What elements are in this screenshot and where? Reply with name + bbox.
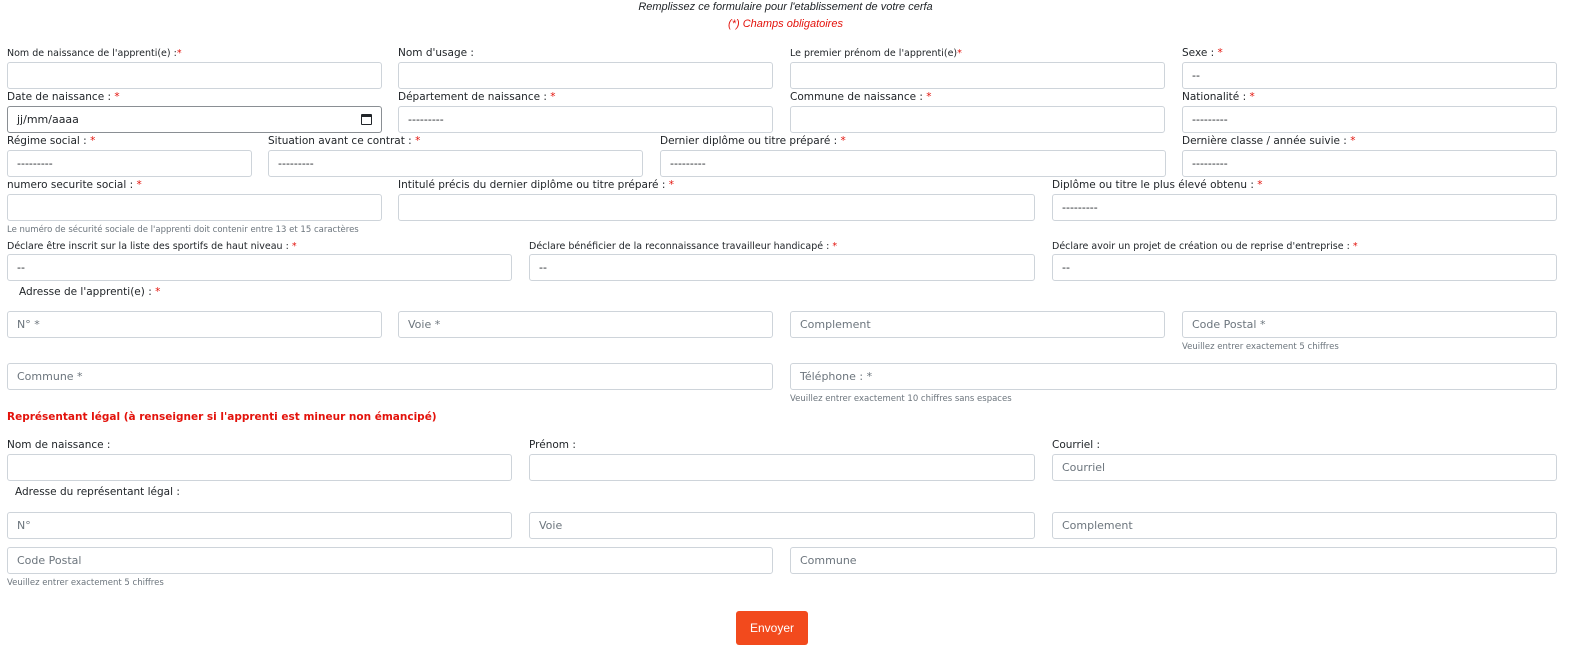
nom-naissance-label: Nom de naissance de l'apprenti(e) :* bbox=[7, 48, 182, 59]
dernier-diplome-label: Dernier diplôme ou titre préparé : * bbox=[660, 135, 846, 147]
adresse-commune-input[interactable]: Commune * bbox=[7, 363, 773, 390]
commune-naissance-label: Commune de naissance : * bbox=[790, 91, 932, 103]
diplome-eleve-select[interactable]: --------- bbox=[1052, 194, 1557, 221]
required-note: (*) Champs obligatoires bbox=[728, 18, 843, 30]
rep-numero-input[interactable]: N° bbox=[7, 512, 512, 539]
dernier-diplome-select[interactable]: --------- bbox=[660, 150, 1166, 177]
code-postal-help: Veuillez entrer exactement 5 chiffres bbox=[1182, 342, 1339, 352]
handicape-label: Déclare bénéficier de la reconnaissance travailleur handicapé : * bbox=[529, 241, 838, 252]
date-value: jj/mm/aaaa bbox=[17, 113, 79, 126]
adresse-complement-input[interactable]: Complement bbox=[790, 311, 1165, 338]
sportif-label: Déclare être inscrit sur la liste des sportifs de haut niveau : * bbox=[7, 241, 297, 252]
derniere-classe-select[interactable]: --------- bbox=[1182, 150, 1557, 177]
intitule-diplome-label: Intitulé précis du dernier diplôme ou titre préparé : * bbox=[398, 179, 674, 191]
nss-label: numero securite social : * bbox=[7, 179, 142, 191]
departement-naissance-label: Département de naissance : * bbox=[398, 91, 556, 103]
telephone-help: Veuillez entrer exactement 10 chiffres sans espaces bbox=[790, 394, 1012, 404]
entreprise-select[interactable]: -- bbox=[1052, 254, 1557, 281]
rep-nom-label: Nom de naissance : bbox=[7, 439, 111, 451]
handicape-select[interactable]: -- bbox=[529, 254, 1035, 281]
adresse-voie-input[interactable]: Voie * bbox=[398, 311, 773, 338]
envoyer-button[interactable]: Envoyer bbox=[736, 611, 808, 645]
calendar-icon[interactable] bbox=[361, 114, 372, 125]
nationalite-select[interactable]: --------- bbox=[1182, 106, 1557, 133]
adresse-code-postal-input[interactable]: Code Postal * bbox=[1182, 311, 1557, 338]
rep-prenom-label: Prénom : bbox=[529, 439, 576, 451]
nss-help: Le numéro de sécurité sociale de l'apprenti doit contenir entre 13 et 15 caractères bbox=[7, 225, 359, 235]
rep-prenom-input[interactable] bbox=[529, 454, 1035, 481]
rep-adresse-label: Adresse du représentant légal : bbox=[15, 486, 180, 498]
adresse-apprenti-label: Adresse de l'apprenti(e) : * bbox=[19, 286, 161, 298]
rep-code-postal-help: Veuillez entrer exactement 5 chiffres bbox=[7, 578, 164, 588]
rep-code-postal-input[interactable]: Code Postal bbox=[7, 547, 773, 574]
commune-naissance-input[interactable] bbox=[790, 106, 1165, 133]
regime-social-label: Régime social : * bbox=[7, 135, 96, 147]
nom-usage-input[interactable] bbox=[398, 62, 773, 89]
nationalite-label: Nationalité : * bbox=[1182, 91, 1255, 103]
situation-label: Situation avant ce contrat : * bbox=[268, 135, 421, 147]
sportif-select[interactable]: -- bbox=[7, 254, 512, 281]
derniere-classe-label: Dernière classe / année suivie : * bbox=[1182, 135, 1356, 147]
rep-nom-input[interactable] bbox=[7, 454, 512, 481]
representant-section-title: Représentant légal (à renseigner si l'apprenti est mineur non émancipé) bbox=[7, 411, 437, 423]
prenom-label: Le premier prénom de l'apprenti(e)* bbox=[790, 48, 962, 59]
date-naissance-input[interactable] bbox=[7, 106, 382, 133]
adresse-numero-input[interactable]: N° * bbox=[7, 311, 382, 338]
intitule-diplome-input[interactable] bbox=[398, 194, 1035, 221]
sexe-label: Sexe : * bbox=[1182, 47, 1223, 59]
situation-select[interactable]: --------- bbox=[268, 150, 643, 177]
prenom-input[interactable] bbox=[790, 62, 1165, 89]
regime-social-select[interactable]: --------- bbox=[7, 150, 252, 177]
form-title: Remplissez ce formulaire pour l'etablissement de votre cerfa bbox=[638, 1, 933, 13]
rep-courriel-input[interactable]: Courriel bbox=[1052, 454, 1557, 481]
entreprise-label: Déclare avoir un projet de création ou de reprise d'entreprise : * bbox=[1052, 241, 1358, 252]
nom-naissance-input[interactable] bbox=[7, 62, 382, 89]
rep-complement-input[interactable]: Complement bbox=[1052, 512, 1557, 539]
diplome-eleve-label: Diplôme ou titre le plus élevé obtenu : * bbox=[1052, 179, 1263, 191]
rep-voie-input[interactable]: Voie bbox=[529, 512, 1035, 539]
telephone-input[interactable]: Téléphone : * bbox=[790, 363, 1557, 390]
rep-courriel-label: Courriel : bbox=[1052, 439, 1101, 451]
rep-commune-input[interactable]: Commune bbox=[790, 547, 1557, 574]
sexe-select[interactable]: -- bbox=[1182, 62, 1557, 89]
date-naissance-label: Date de naissance : * bbox=[7, 91, 120, 103]
nss-input[interactable] bbox=[7, 194, 382, 221]
departement-naissance-select[interactable]: --------- bbox=[398, 106, 773, 133]
nom-usage-label: Nom d'usage : bbox=[398, 47, 474, 59]
